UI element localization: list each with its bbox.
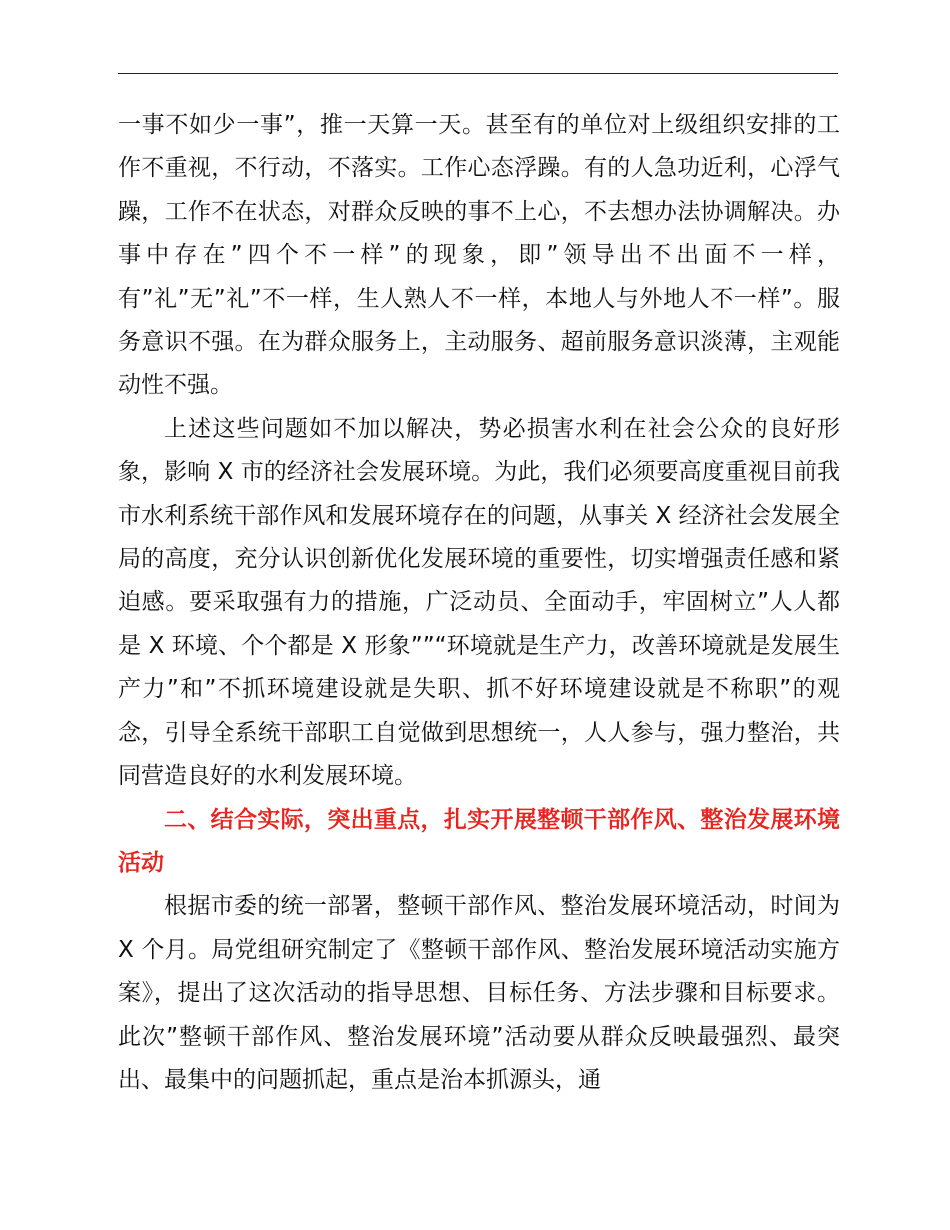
header-rule	[118, 73, 838, 74]
paragraph-problems-summary: 上述这些问题如不加以解决，势必损害水利在社会公众的良好形象，影响 X 市的经济社会发展环境。为此，我们必须要高度重视目前我市水利系统干部作风和发展环境存在的问题，从事关 X 经济社会发展全局的高度，充分认识创新优化发展环境的重要性，切实增强责任感和紧迫感。要采取强有力的措施，广泛动员、全面动手，牢固树立”人人都是 X 环境、个个都是 X 形象””“环境就是生产力，改善环境就是发展生产力”和”不抓环境建设就是失职、抓不好环境建设就是不称职”的观念，引导全系统干部职工自觉做到思想统一，人人参与，强力整治，共同营造良好的水利发展环境。	[118, 415, 840, 790]
body-text	[118, 104, 840, 1102]
paragraph-campaign-plan: 根据市委的统一部署，整顿干部作风、整治发展环境活动，时间为 X 个月。局党组研究制定了《整顿干部作风、整治发展环境活动实施方案》，提出了这次活动的指导思想、目标任务、方法步骤和目标要求。此次”整顿干部作风、整治发展环境”活动要从群众反映最强烈、最突出、最集中的问题抓起，重点是治本抓源头，通	[118, 893, 840, 1093]
paragraph-continued: 一事不如少一事”，推一天算一天。甚至有的单位对上级组织安排的工作不重视，不行动，不落实。工作心态浮躁。有的人急功近利，心浮气躁，工作不在状态，对群众反映的事不上心，不去想办法协调解决。办事中存在”四个不一样”的现象，即”领导出不出面不一样，有”礼”无”礼”不一样，生人熟人不一样，本地人与外地人不一样”。服务意识不强。在为群众服务上，主动服务、超前服务意识淡薄，主观能动性不强。	[118, 112, 840, 399]
section-heading: 二、结合实际，突出重点，扎实开展整顿干部作风、整治发展环境活动	[118, 806, 840, 876]
